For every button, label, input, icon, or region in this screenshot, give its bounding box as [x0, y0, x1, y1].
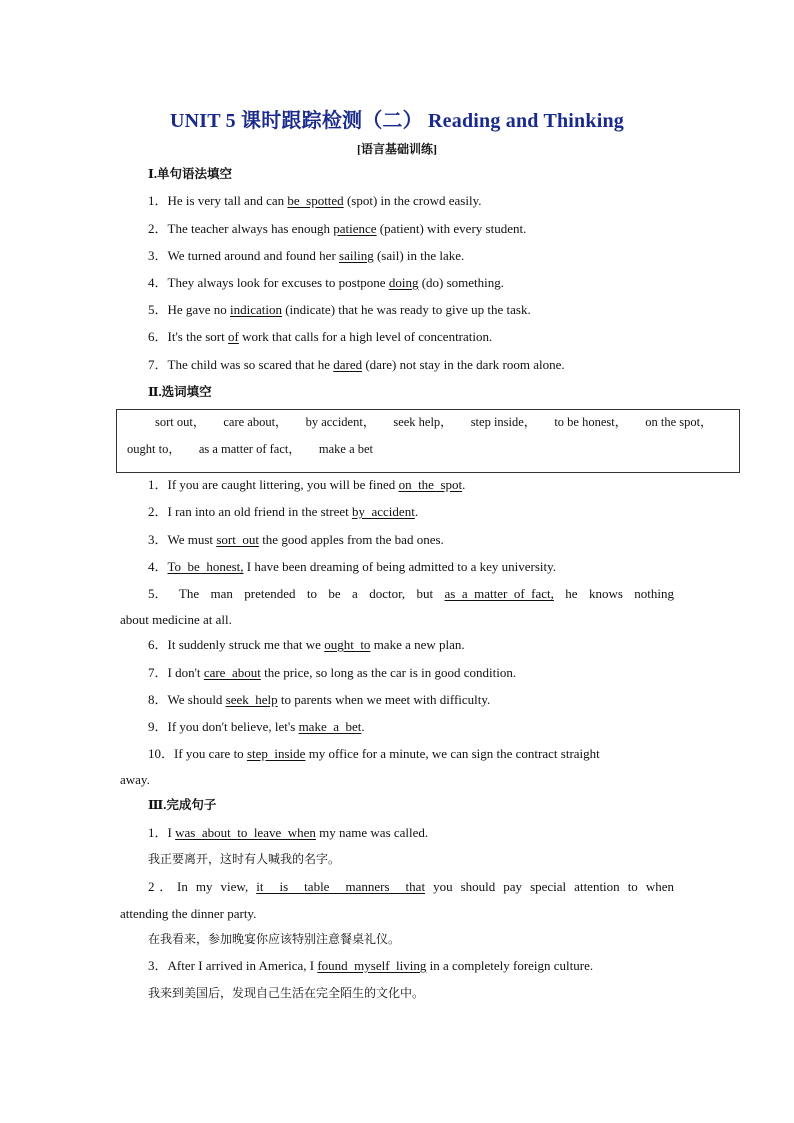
fill-item-5: 5． The man pretended to be a doctor, but as a matter of fact, he knows nothing	[148, 586, 674, 601]
word-bank-box	[116, 409, 740, 473]
section3-heading: Ⅲ.完成句子	[148, 798, 217, 812]
sentence-item-2-translation: 在我看来，参加晚宴你应该特别注意餐桌礼仪。	[148, 932, 401, 946]
word-bank-row-2	[127, 441, 373, 457]
answer: as a matter of fact,	[444, 586, 554, 601]
fill-item-10: 10．If you care to step inside my office for a minute, we can sign the contract straight	[148, 746, 600, 761]
fill-item-7: 7．I don't care about the price, so long as the car is in good condition.	[148, 665, 517, 680]
grammar-item-6: 6．It's the sort of work that calls for a high level of concentration.	[148, 329, 493, 344]
word-bank-item: make a bet	[318, 442, 374, 456]
answer: sort out	[216, 532, 259, 547]
answer: To be honest,	[167, 559, 244, 574]
answer: sailing	[339, 248, 374, 263]
fill-item-1: 1．If you are caught littering, you will be fined on the spot.	[148, 477, 466, 492]
sentence-item-3: 3．After I arrived in America, I found myself living in a completely foreign culture.	[148, 958, 594, 973]
answer: care about	[203, 665, 261, 680]
sentence-item-2-continuation: attending the dinner party.	[120, 906, 257, 921]
fill-item-9: 9．If you don't believe, let's make a bet.	[148, 719, 365, 734]
answer: of	[228, 329, 239, 344]
section2-heading: Ⅱ.选词填空	[148, 385, 212, 399]
answer: make a bet	[298, 719, 362, 734]
fill-item-4: 4．To be honest, I have been dreaming of being admitted to a key university.	[148, 559, 557, 574]
word-bank-item: sort out，	[155, 415, 206, 429]
sentence-item-1-translation: 我正要离开，这时有人喊我的名字。	[148, 852, 341, 866]
section-subtitle: [语言基础训练]	[357, 142, 437, 156]
answer: patience	[333, 221, 377, 236]
word-bank-row-1	[155, 414, 713, 430]
grammar-item-4: 4．They always look for excuses to postpone doing (do) something.	[148, 275, 505, 290]
answer: ought to	[324, 637, 371, 652]
word-bank-item: ought to，	[127, 442, 181, 456]
fill-item-2: 2．I ran into an old friend in the street by accident.	[148, 504, 419, 519]
grammar-item-2: 2．The teacher always has enough patience (patient) with every student.	[148, 221, 527, 236]
answer: step inside	[246, 746, 306, 761]
section1-heading: Ⅰ.单句语法填空	[148, 167, 232, 181]
answer: by accident	[352, 504, 415, 519]
answer: it is table manners that	[256, 879, 426, 894]
fill-item-3: 3．We must sort out the good apples from the bad ones.	[148, 532, 444, 547]
grammar-item-7: 7．The child was so scared that he dared (dare) not stay in the dark room alone.	[148, 357, 565, 372]
grammar-item-3: 3．We turned around and found her sailing (sail) in the lake.	[148, 248, 465, 263]
answer: on the spot	[398, 477, 463, 492]
word-bank-item: by accident，	[305, 415, 376, 429]
word-bank-item: care about，	[223, 415, 288, 429]
word-bank-item: on the spot，	[645, 415, 713, 429]
sentence-item-2: 2．In my view, it is table manners that you should pay special attention to when	[148, 879, 674, 894]
sentence-item-3-translation: 我来到美国后，发现自己生活在完全陌生的文化中。	[148, 986, 425, 1000]
word-bank-item: seek help，	[393, 415, 453, 429]
sentence-item-1: 1．I was about to leave when my name was called.	[148, 825, 429, 840]
answer: doing	[388, 275, 419, 290]
fill-item-10-continuation: away.	[120, 772, 150, 787]
word-bank-item: step inside，	[470, 415, 537, 429]
answer: be spotted	[287, 193, 344, 208]
fill-item-6: 6．It suddenly struck me that we ought to make a new plan.	[148, 637, 465, 652]
answer: dared	[333, 357, 363, 372]
answer: found myself living	[317, 958, 427, 973]
answer: seek help	[225, 692, 278, 707]
answer: indication	[229, 302, 282, 317]
page-title: UNIT 5 课时跟踪检测（二） Reading and Thinking	[169, 110, 624, 132]
fill-item-8: 8．We should seek help to parents when we meet with difficulty.	[148, 692, 491, 707]
grammar-item-1: 1．He is very tall and can be spotted (spot) in the crowd easily.	[148, 193, 482, 208]
word-bank-item: to be honest，	[554, 415, 628, 429]
grammar-item-5: 5．He gave no indication (indicate) that he was ready to give up the task.	[148, 302, 531, 317]
word-bank-item: as a matter of fact，	[198, 442, 301, 456]
fill-item-5-continuation: about medicine at all.	[120, 612, 232, 627]
answer: was about to leave when	[175, 825, 316, 840]
